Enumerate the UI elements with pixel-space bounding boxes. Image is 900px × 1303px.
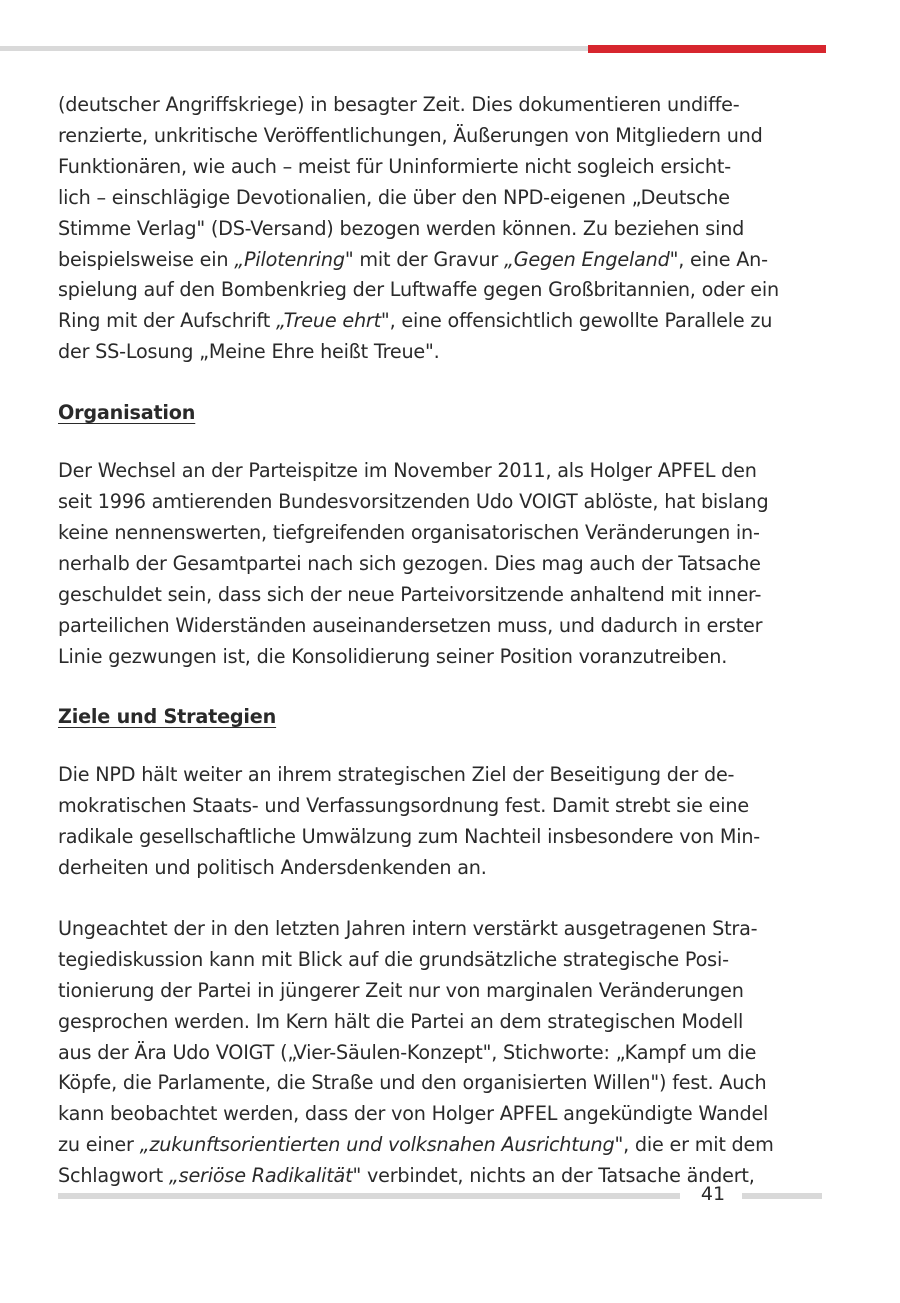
- text-line: parteilichen Widerständen auseinandersetzen muss, und dadurch in erster: [58, 613, 763, 637]
- text-run: , die er mit dem: [623, 1133, 774, 1157]
- text-line: seit 1996 amtierenden Bundesvorsitzenden Udo VOIGT ablöste, hat bislang: [58, 489, 769, 513]
- text-run: beispielsweise ein: [58, 247, 235, 271]
- text-line: [58, 245, 820, 276]
- text-line: nerhalb der Gesamtpartei nach sich gezogen. Dies mag auch der Tatsache: [58, 551, 761, 575]
- text-line: lich – einschlägige Devotionalien, die über den NPD-eigenen „Deutsche: [58, 185, 730, 209]
- footer-rule-right: [742, 1193, 822, 1199]
- italic-term: „Pilotenring": [234, 247, 354, 271]
- page-number: 41: [700, 1183, 726, 1205]
- text-line: radikale gesellschaftliche Umwälzung zum Nachteil insbesondere von Min-: [58, 825, 761, 849]
- header-rule-gray: [0, 46, 588, 51]
- text-line: der SS-Losung „Meine Ehre heißt Treue".: [58, 340, 440, 364]
- text-line: aus der Ära Udo VOIGT („Vier-Säulen-Konzept", Stichworte: „Kampf um die: [58, 1040, 757, 1064]
- text-line: (deutscher Angriffskriege) in besagter Zeit. Dies dokumentieren undiffe-: [58, 93, 740, 116]
- header-rule-accent: [588, 45, 826, 53]
- text-line: Stimme Verlag" (DS-Versand) bezogen werden können. Zu beziehen sind: [58, 216, 745, 240]
- ziele-paragraph-2: [58, 914, 820, 1192]
- text-line: Ungeachtet der in den letzten Jahren intern verstärkt ausgetragenen Stra-: [58, 916, 758, 940]
- text-run: Schlagwort: [58, 1164, 169, 1188]
- text-line: mokratischen Staats- und Verfassungsordnung fest. Damit strebt sie eine: [58, 794, 749, 818]
- text-run: , eine offensichtlich gewollte Parallele zu: [389, 309, 773, 333]
- text-line: keine nennenswerten, tiefgreifenden organisatorischen Veränderungen in-: [58, 520, 760, 544]
- italic-term: „Treue ehrt": [275, 309, 390, 333]
- text-line: spielung auf den Bombenkrieg der Luftwaffe gegen Großbritannien, oder ein: [58, 278, 779, 302]
- text-line: derheiten und politisch Andersdenkenden an.: [58, 856, 487, 880]
- text-line: tionierung der Partei in jüngerer Zeit nur von marginalen Veränderungen: [58, 978, 744, 1002]
- text-line: [58, 1130, 820, 1161]
- organisation-paragraph: [58, 456, 820, 672]
- text-run: , eine An-: [678, 247, 768, 271]
- page-body: [58, 90, 820, 1192]
- text-line: kann beobachtet werden, dass der von Holger APFEL angekündigte Wandel: [58, 1102, 769, 1126]
- text-line: renzierte, unkritische Veröffentlichungen, Äußerungen von Mitgliedern und: [58, 123, 763, 147]
- ziele-paragraph-1: [58, 760, 820, 884]
- text-line: Funktionären, wie auch – meist für Uninformierte nicht sogleich ersicht-: [58, 154, 731, 178]
- text-line: geschuldet sein, dass sich der neue Parteivorsitzende anhaltend mit inner-: [58, 582, 762, 606]
- intro-paragraph: [58, 90, 820, 368]
- text-line: Köpfe, die Parlamente, die Straße und den organisierten Willen") fest. Auch: [58, 1071, 767, 1095]
- footer-rule-left: [58, 1193, 680, 1199]
- text-line: Die NPD hält weiter an ihrem strategischen Ziel der Beseitigung der de-: [58, 763, 735, 787]
- text-line: [58, 306, 820, 337]
- text-line: Der Wechsel an der Parteispitze im November 2011, als Holger APFEL den: [58, 459, 757, 483]
- text-run: zu einer: [58, 1133, 140, 1157]
- italic-term: „seriöse Radikalität": [168, 1164, 362, 1188]
- text-run: mit der Gravur: [353, 247, 505, 271]
- text-line: tegiediskussion kann mit Blick auf die grundsätzliche strategische Posi-: [58, 947, 729, 971]
- section-heading-organisation: Organisation: [58, 401, 196, 425]
- italic-term: „zukunftsorientierten und volksnahen Ausrichtung": [139, 1133, 624, 1157]
- section-heading-ziele: Ziele und Strategien: [58, 705, 277, 729]
- text-line: Linie gezwungen ist, die Konsolidierung seiner Position voranzutreiben.: [58, 644, 728, 668]
- text-run: Ring mit der Aufschrift: [58, 309, 276, 333]
- text-run: verbindet, nichts an der Tatsache ändert,: [361, 1164, 755, 1188]
- text-line: gesprochen werden. Im Kern hält die Partei an dem strategischen Modell: [58, 1009, 744, 1033]
- italic-term: „Gegen Engeland": [504, 247, 679, 271]
